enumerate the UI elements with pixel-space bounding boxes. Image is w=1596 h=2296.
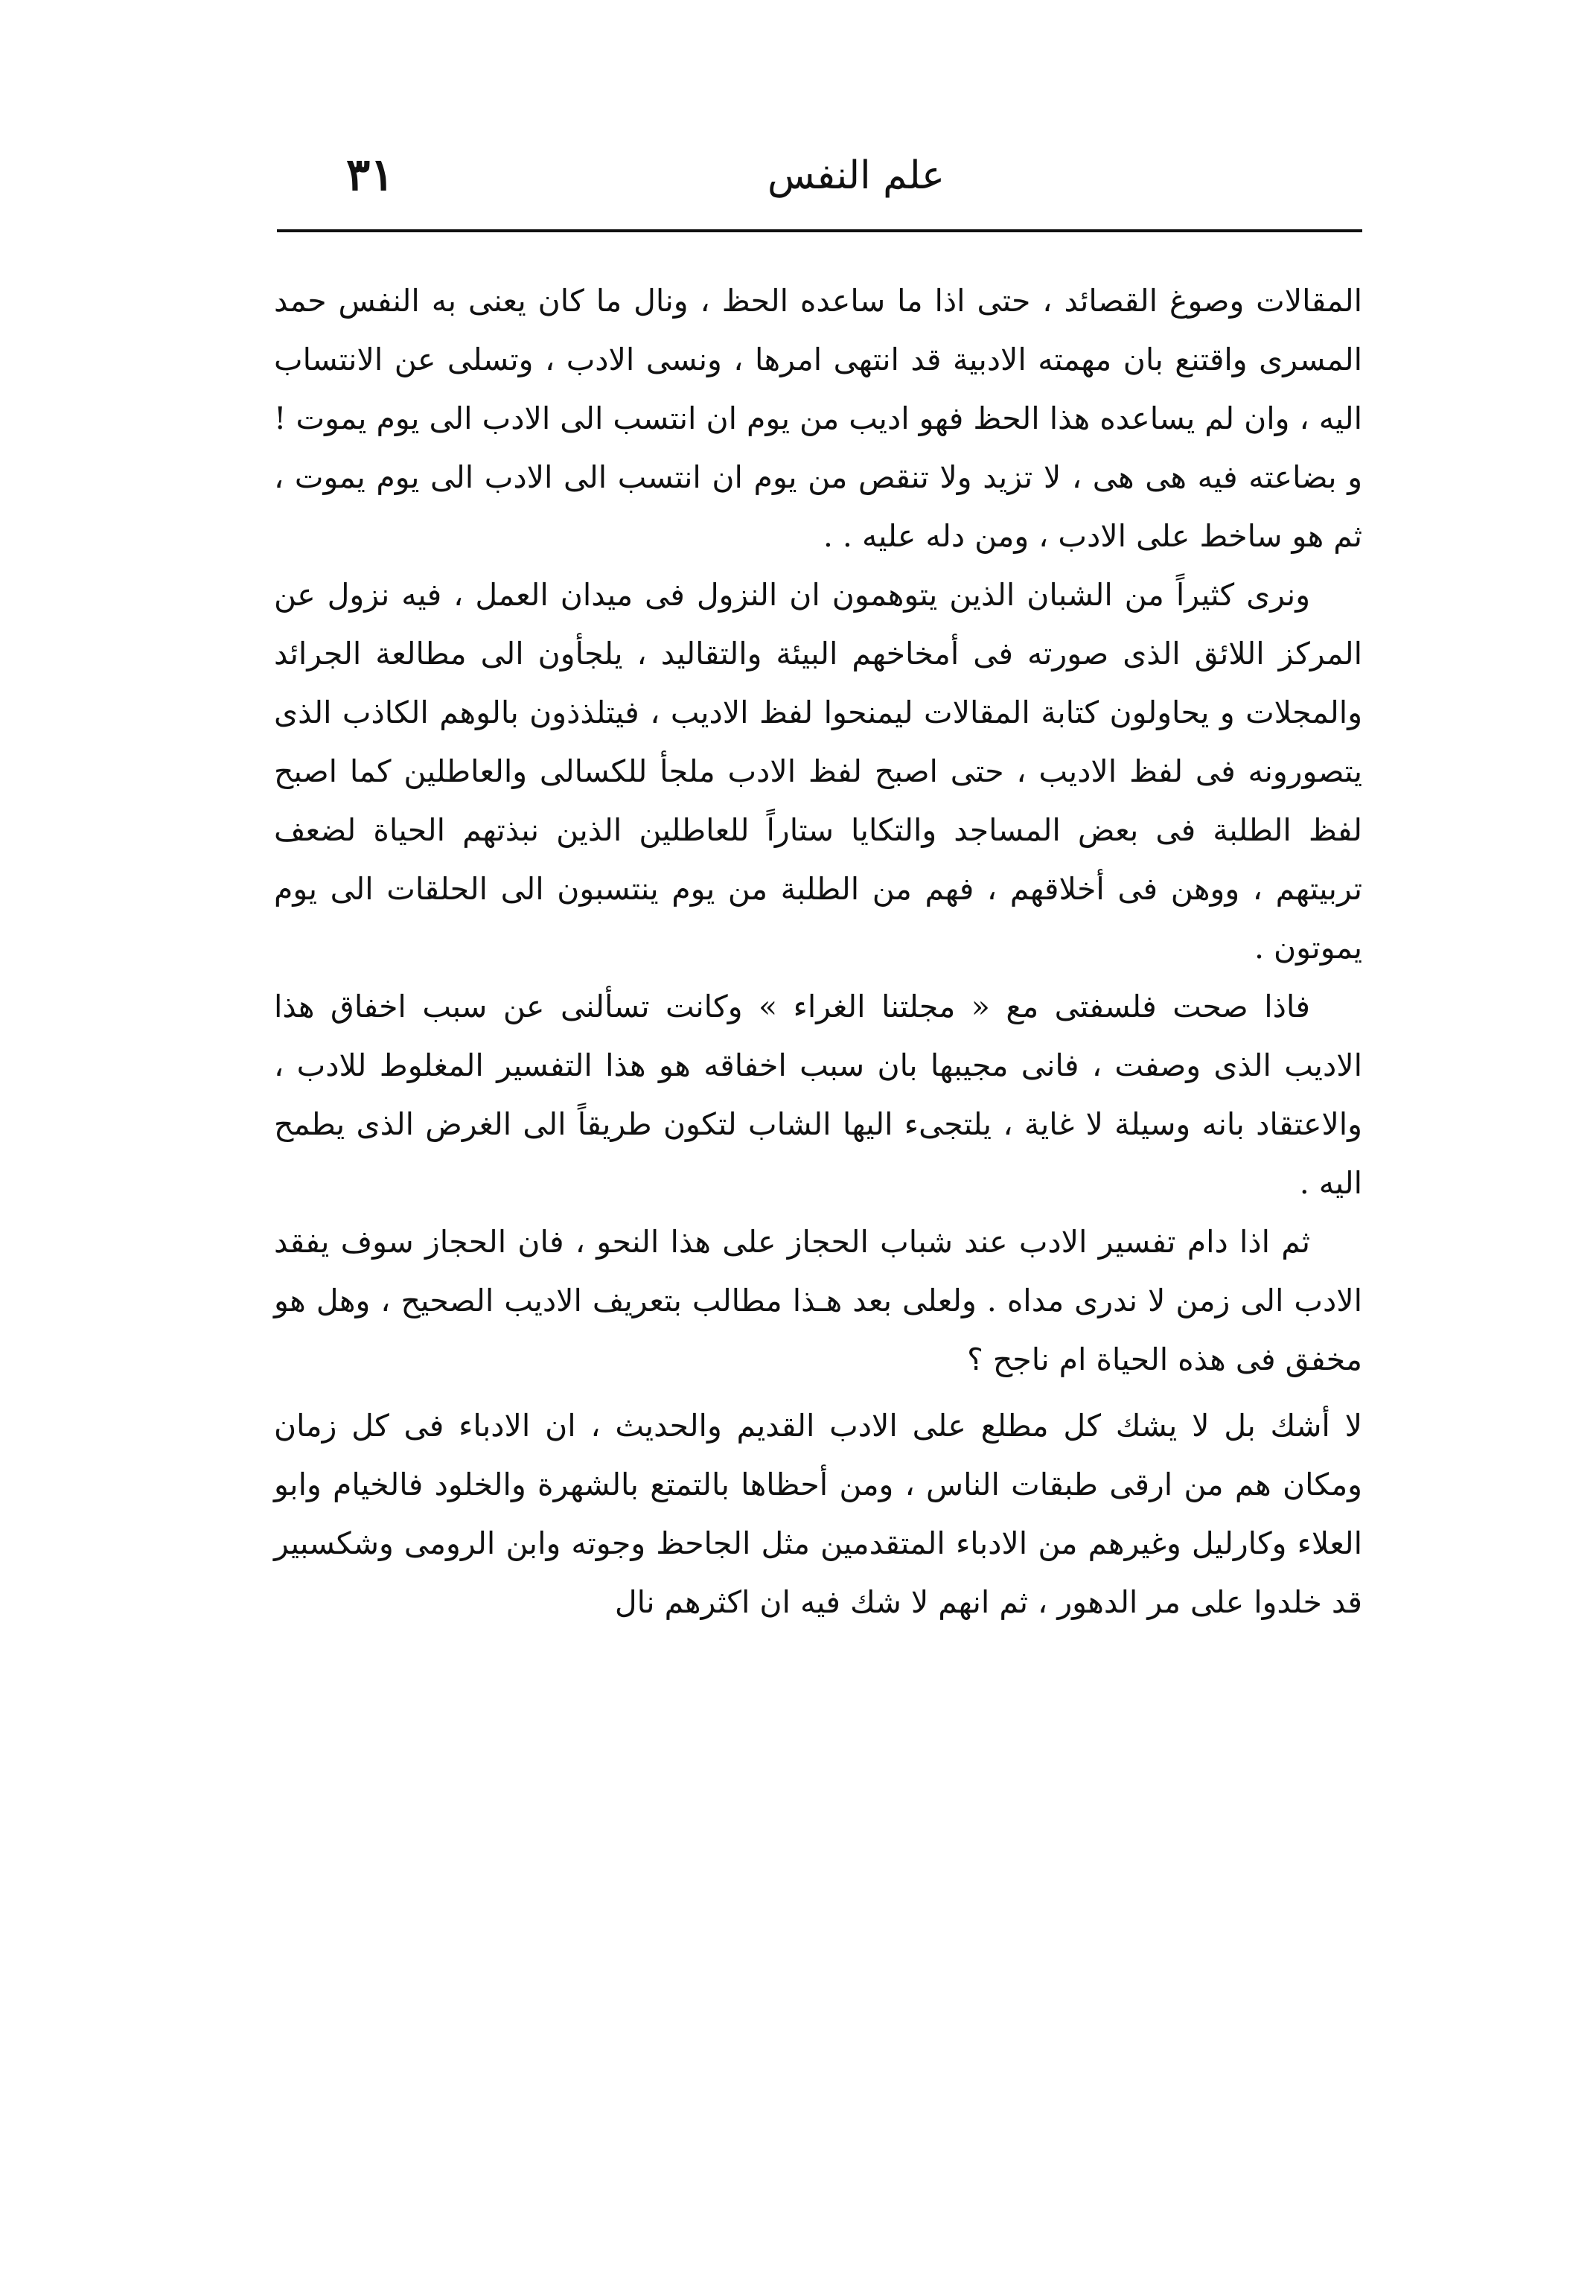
paragraph: لا أشك بل لا يشك كل مطلع على الادب القديم والحديث ، ان الادباء فى كل زمان ومكان هم من ارقى طبقات الناس ، ومن أحظاها بالتمتع بالشهرة والخلود فالخيام وابو العلاء وكارليل وغيرهم من الادباء المتقدمين مثل الجاحظ وجوته وابن الرومى وشكسبير قد خلدوا على مر الدهور ، ثم انهم لا شك فيه ان اكثرهم نال [274,1408,1362,1620]
body-text [274,272,1362,1632]
paragraph: ثم اذا دام تفسير الادب عند شباب الحجاز على هذا النحو ، فان الحجاز سوف يفقد الادب الى زمن لا ندرى مداه . ولعلى بعد هـذا مطالب بتعريف الاديب الصحيح ، وهل هو مخفق فى هذه الحياة ام ناجح ؟ [274,1224,1362,1377]
page-number: ٣١ [346,149,395,201]
header-divider [277,229,1362,232]
paragraph: ونرى كثيراً من الشبان الذين يتوهمون ان النزول فى ميدان العمل ، فيه نزول عن المركز اللائق الذى صورته فى أمخاخهم البيئة والتقاليد ، يلجأون الى مطالعة الجرائد والمجلات و يحاولون كتابة المقالات ليمنحوا لفظ الاديب ، فيتلذذون بالوهم الكاذب الذى يتصورونه فى لفظ الاديب ، حتى اصبح لفظ الادب ملجأ للكسالى والعاطلين كما اصبح لفظ الطلبة فى بعض المساجد والتكايا ستاراً للعاطلين الذين نبذتهم الحياة لضعف تربيتهم ، ووهن فى أخلاقهم ، فهم من الطلبة من يوم ينتسبون الى الحلقات الى يوم يموتون . [274,577,1362,966]
paragraph: فاذا صحت فلسفتى مع « مجلتنا الغراء » وكانت تسألنى عن سبب اخفاق هذا الاديب الذى وصفت ، فانى مجيبها بان سبب اخفاقه هو هذا التفسير المغلوط للادب ، والاعتقاد بانه وسيلة لا غاية ، يلتجىء اليها الشاب لتكون طريقاً الى الغرض الذى يطمح اليه . [274,989,1362,1201]
running-title: علم النفس [767,153,945,198]
page-header [275,149,1362,223]
paragraph: المقالات وصوغ القصائد ، حتى اذا ما ساعده الحظ ، ونال ما كان يعنى به النفس حمد المسرى واقتنع بان مهمته الادبية قد انتهى امرها ، ونسى الادب ، وتسلى عن الانتساب اليه ، وان لم يساعده هذا الحظ فهو اديب من يوم ان انتسب الى الادب الى يوم يموت ! و بضاعته فيه هى هى ، لا تزيد ولا تنقص من يوم ان انتسب الى الادب الى يوم يموت ، ثم هو ساخط على الادب ، ومن دله عليه . . [274,283,1362,554]
